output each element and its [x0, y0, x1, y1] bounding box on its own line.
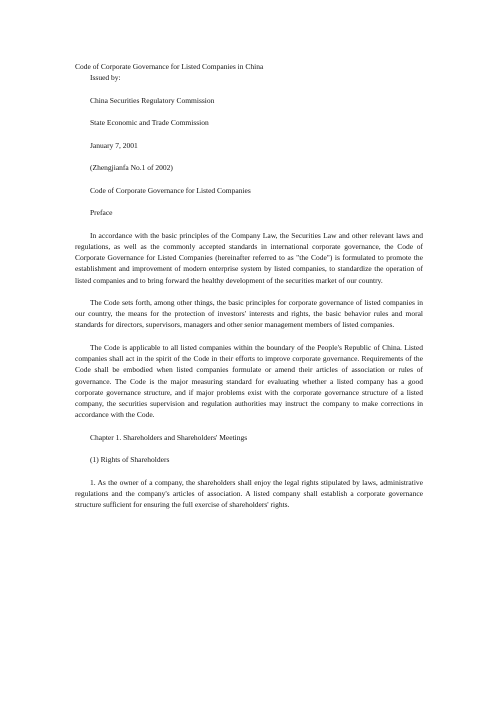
chapter-heading: Chapter 1. Shareholders and Shareholders' Meetings — [90, 432, 248, 442]
document-subtitle: Code of Corporate Governance for Listed Companies — [90, 185, 251, 195]
issued-by-label: Issued by: — [90, 73, 121, 83]
document-body — [75, 61, 423, 510]
article-1-paragraph: 1. As the owner of a company, the shareholders shall enjoy the legal rights stipulated by laws, administrative regulations and the company's articles of association. A listed company shall establish a corporate governance structure sufficient for ensuring the full exercise of shareholders' rights. — [75, 477, 423, 510]
issuer-csrc: China Securities Regulatory Commission — [90, 95, 215, 105]
issue-date: January 7, 2001 — [90, 140, 138, 150]
issuer-setc: State Economic and Trade Commission — [90, 118, 209, 128]
preface-paragraph-3: The Code is applicable to all listed companies within the boundary of the People's Republic of China. Listed companies shall act in the spirit of the Code in their efforts to improve corporate governance. Requirements of the Code shall be embodied when listed companies formulate or amend their articles of association or rules of governance. The Code is the major measuring standard for evaluating whether a listed company has a good corporate governance structure, and if major problems exist with the corporate governance structure of a listed company, the securities supervision and regulation authorities may instruct the company to make corrections in accordance with the Code. — [75, 342, 423, 420]
document-number: (Zhengjianfa No.1 of 2002) — [90, 163, 173, 173]
preface-heading: Preface — [90, 208, 113, 218]
preface-paragraph-1: In accordance with the basic principles of the Company Law, the Securities Law and other relevant laws and regulations, as well as the commonly accepted standards in international corporate governance, the Code of Corporate Governance for Listed Companies (hereinafter referred to as "the Code") is formulated to promote the establishment and improvement of modern enterprise system by listed companies, to standardize the operation of listed companies and to bring forward the healthy development of the securities market of our country. — [75, 230, 423, 285]
document-title: Code of Corporate Governance for Listed Companies in China — [75, 62, 264, 71]
section-heading: (1) Rights of Shareholders — [90, 455, 170, 465]
preface-paragraph-2: The Code sets forth, among other things, the basic principles for corporate governance of listed companies in our country, the means for the protection of investors' interests and rights, the basic behavior rules and moral standards for directors, supervisors, managers and other senior management members of listed companies. — [75, 298, 423, 330]
